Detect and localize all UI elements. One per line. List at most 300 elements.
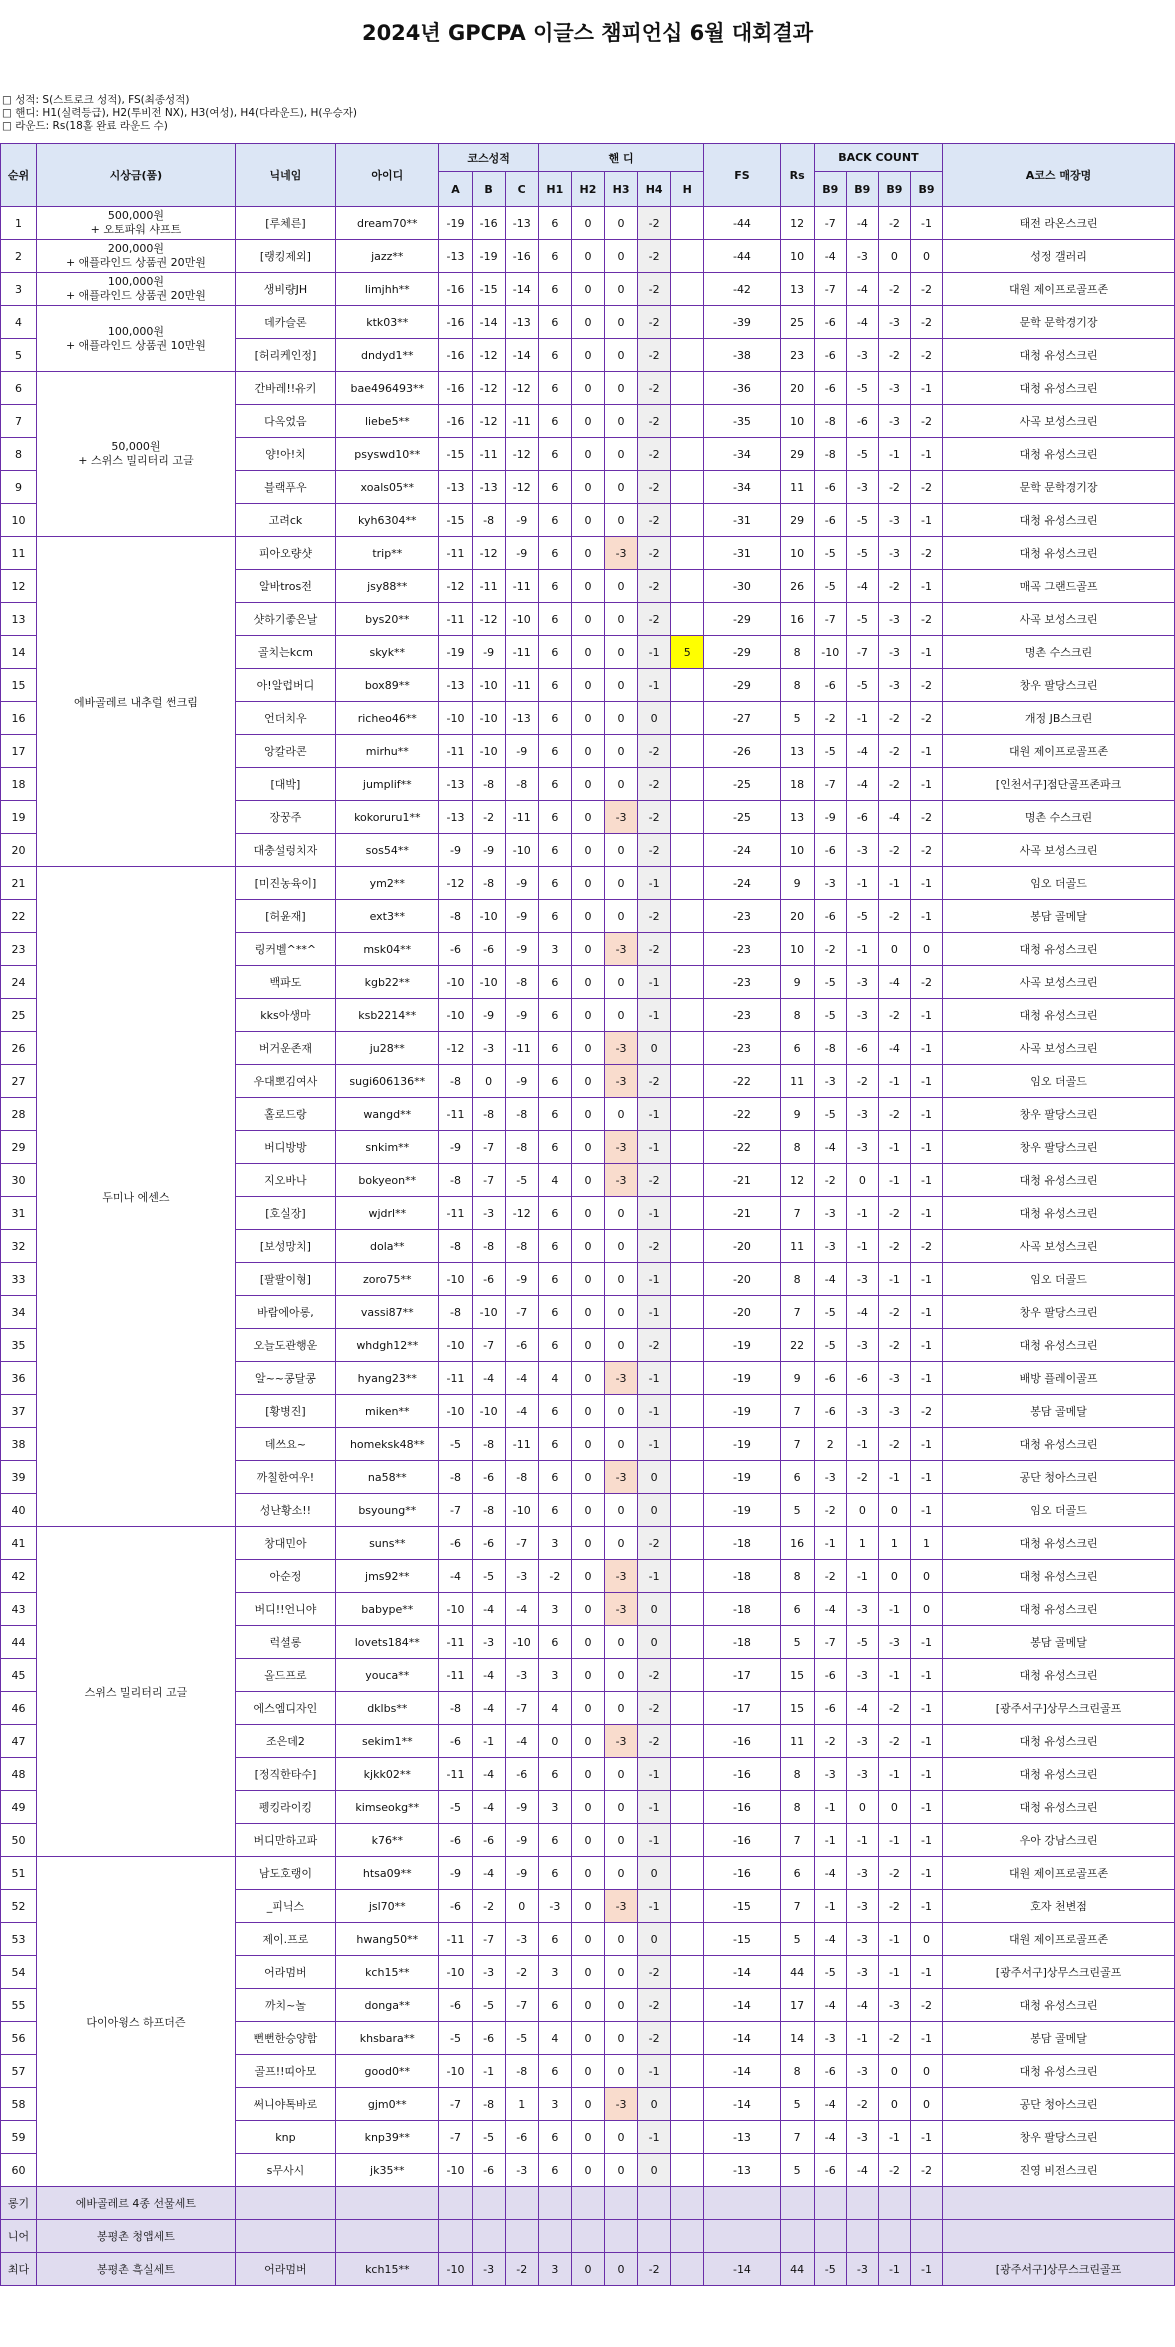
fs-cell (704, 2220, 780, 2253)
rs-cell: 9 (780, 966, 814, 999)
score-b-cell: -5 (472, 1560, 505, 1593)
h1-cell: 6 (538, 1098, 571, 1131)
b9-cell: -1 (846, 1428, 878, 1461)
id-cell: jumplif** (336, 768, 439, 801)
b9-cell: -4 (846, 735, 878, 768)
b9-cell: -6 (814, 1659, 846, 1692)
h2-cell: 0 (571, 1032, 604, 1065)
id-cell: wangd** (336, 1098, 439, 1131)
venue-cell: 창우 팔당스크린 (943, 1098, 1175, 1131)
rs-cell: 11 (780, 1065, 814, 1098)
rs-cell: 8 (780, 669, 814, 702)
b9-cell: 0 (878, 1791, 910, 1824)
b9-cell: -1 (846, 1230, 878, 1263)
id-cell: dola** (336, 1230, 439, 1263)
venue-cell: 대청 유성스크린 (943, 372, 1175, 405)
b9-cell: -6 (814, 306, 846, 339)
h2-cell: 0 (571, 867, 604, 900)
score-b-cell: -4 (472, 1758, 505, 1791)
b9-cell: -4 (846, 306, 878, 339)
score-b-cell: -10 (472, 966, 505, 999)
nickname-cell: 버디!!언니야 (235, 1593, 335, 1626)
score-a-cell: -13 (439, 768, 472, 801)
venue-cell: 대청 유성스크린 (943, 1791, 1175, 1824)
id-cell: msk04** (336, 933, 439, 966)
h2-cell: 0 (571, 1527, 604, 1560)
score-a-cell: -11 (439, 1923, 472, 1956)
score-c-cell: -12 (505, 1197, 538, 1230)
h4-cell: -2 (638, 1956, 671, 1989)
h-cell (671, 702, 704, 735)
score-b-cell: -10 (472, 1296, 505, 1329)
h2-cell: 0 (571, 933, 604, 966)
score-b-cell (472, 2187, 505, 2220)
h4-cell: -1 (638, 1791, 671, 1824)
score-c-cell: -14 (505, 339, 538, 372)
h-cell (671, 1890, 704, 1923)
h-cell (671, 801, 704, 834)
fs-cell: -21 (704, 1197, 780, 1230)
venue-cell: 대청 유성스크린 (943, 1197, 1175, 1230)
h1-cell: 6 (538, 1923, 571, 1956)
b9-cell: -6 (814, 669, 846, 702)
b9-cell: -1 (878, 1164, 910, 1197)
h1-cell: 6 (538, 1032, 571, 1065)
id-cell: whdgh12** (336, 1329, 439, 1362)
h-cell (671, 1956, 704, 1989)
b9-cell: -3 (878, 1989, 910, 2022)
h1-cell: 6 (538, 735, 571, 768)
rs-cell: 10 (780, 537, 814, 570)
h1-cell: 6 (538, 1824, 571, 1857)
h-cell (671, 2187, 704, 2220)
h1-cell: 6 (538, 240, 571, 273)
b9-cell: -1 (910, 1494, 942, 1527)
score-b-cell: -4 (472, 1659, 505, 1692)
nickname-cell: 오늘도관행운 (235, 1329, 335, 1362)
h1-cell: 6 (538, 801, 571, 834)
b9-cell: -2 (910, 603, 942, 636)
b9-cell: -4 (878, 801, 910, 834)
h4-cell: -2 (638, 1659, 671, 1692)
h2-cell: 0 (571, 768, 604, 801)
fs-cell: -14 (704, 2253, 780, 2286)
h1-cell: 6 (538, 405, 571, 438)
b9-cell: -4 (814, 1593, 846, 1626)
h1-cell: 6 (538, 1131, 571, 1164)
rs-cell: 17 (780, 1989, 814, 2022)
h2-cell: 0 (571, 405, 604, 438)
rank-cell: 14 (1, 636, 37, 669)
score-c-cell: -4 (505, 1593, 538, 1626)
h2-cell: 0 (571, 570, 604, 603)
fs-cell: -20 (704, 1263, 780, 1296)
h2-cell: 0 (571, 1065, 604, 1098)
b9-cell (910, 2187, 942, 2220)
b9-cell: -1 (910, 1098, 942, 1131)
h1-cell: 6 (538, 636, 571, 669)
h-cell (671, 669, 704, 702)
b9-cell: -3 (814, 867, 846, 900)
h4-cell: -2 (638, 900, 671, 933)
venue-cell: 우아 강남스크린 (943, 1824, 1175, 1857)
b9-cell: -1 (846, 1197, 878, 1230)
b9-cell: -1 (910, 372, 942, 405)
venue-cell: 문학 문학경기장 (943, 471, 1175, 504)
score-a-cell: -11 (439, 603, 472, 636)
score-c-cell: -16 (505, 240, 538, 273)
id-cell: zoro75** (336, 1263, 439, 1296)
h3-cell: -3 (605, 1131, 638, 1164)
h-cell (671, 1065, 704, 1098)
header-c: C (505, 172, 538, 207)
h-cell (671, 471, 704, 504)
b9-cell: 0 (910, 2055, 942, 2088)
rs-cell: 8 (780, 999, 814, 1032)
rs-cell: 8 (780, 1791, 814, 1824)
rank-cell: 10 (1, 504, 37, 537)
score-c-cell: -11 (505, 636, 538, 669)
b9-cell: -1 (846, 702, 878, 735)
table-row (1, 1857, 1175, 1890)
b9-cell: -5 (814, 966, 846, 999)
venue-cell: 창우 팔당스크린 (943, 2121, 1175, 2154)
score-b-cell: -10 (472, 702, 505, 735)
h2-cell: 0 (571, 1593, 604, 1626)
id-cell: bsyoung** (336, 1494, 439, 1527)
award-label-cell: 최다 (1, 2253, 37, 2286)
header-b9: B9 (846, 172, 878, 207)
score-c-cell: -8 (505, 1461, 538, 1494)
b9-cell: -6 (814, 471, 846, 504)
h1-cell: 6 (538, 471, 571, 504)
h1-cell: -2 (538, 1560, 571, 1593)
nickname-cell: 간바레!!유키 (235, 372, 335, 405)
header-nickname: 닉네임 (235, 144, 335, 207)
b9-cell: -7 (814, 768, 846, 801)
b9-cell: -3 (814, 1065, 846, 1098)
b9-cell: -5 (814, 1098, 846, 1131)
b9-cell: -6 (814, 372, 846, 405)
score-b-cell: -9 (472, 834, 505, 867)
h1-cell (538, 2187, 571, 2220)
h3-cell: -3 (605, 1362, 638, 1395)
b9-cell: -6 (846, 801, 878, 834)
h2-cell: 0 (571, 1461, 604, 1494)
h-cell (671, 1164, 704, 1197)
rank-cell: 58 (1, 2088, 37, 2121)
h-cell (671, 306, 704, 339)
venue-cell: 창우 팔당스크린 (943, 669, 1175, 702)
score-b-cell: -8 (472, 768, 505, 801)
h1-cell: 6 (538, 2055, 571, 2088)
rs-cell: 13 (780, 801, 814, 834)
nickname-cell: 골치는kcm (235, 636, 335, 669)
rs-cell: 10 (780, 834, 814, 867)
b9-cell (910, 2220, 942, 2253)
score-b-cell: -14 (472, 306, 505, 339)
page-title: 2024년 GPCPA 이글스 챔피언십 6월 대회결과 (361, 21, 814, 45)
b9-cell: -1 (814, 1824, 846, 1857)
b9-cell: -7 (846, 636, 878, 669)
prize-line: 다이아윙스 하프더즌 (86, 2015, 186, 2029)
id-cell: kjkk02** (336, 1758, 439, 1791)
score-c-cell: -4 (505, 1362, 538, 1395)
h2-cell: 0 (571, 1758, 604, 1791)
h-cell (671, 2220, 704, 2253)
h2-cell: 0 (571, 2253, 604, 2286)
h2-cell: 0 (571, 1791, 604, 1824)
rs-cell: 8 (780, 1560, 814, 1593)
score-a-cell: -10 (439, 1956, 472, 1989)
h3-cell: 0 (605, 1626, 638, 1659)
header-fs: FS (704, 144, 780, 207)
b9-cell: -3 (846, 1857, 878, 1890)
nickname-cell: 데카슬론 (235, 306, 335, 339)
id-cell: knp39** (336, 2121, 439, 2154)
nickname-cell: [호실장] (235, 1197, 335, 1230)
b9-cell: -5 (846, 603, 878, 636)
h2-cell: 0 (571, 537, 604, 570)
venue-cell: 사곡 보성스크린 (943, 966, 1175, 999)
b9-cell: -2 (814, 702, 846, 735)
rank-cell: 13 (1, 603, 37, 636)
rs-cell: 16 (780, 603, 814, 636)
venue-cell: 대청 유성스크린 (943, 1758, 1175, 1791)
rank-cell: 56 (1, 2022, 37, 2055)
h3-cell: 0 (605, 504, 638, 537)
fs-cell: -22 (704, 1131, 780, 1164)
fs-cell: -44 (704, 207, 780, 240)
h1-cell: 6 (538, 1329, 571, 1362)
score-a-cell: -9 (439, 1857, 472, 1890)
b9-cell: -2 (910, 273, 942, 306)
score-b-cell: -7 (472, 1923, 505, 1956)
h2-cell: 0 (571, 1263, 604, 1296)
h1-cell: 6 (538, 1428, 571, 1461)
id-cell: ksb2214** (336, 999, 439, 1032)
b9-cell: -2 (878, 207, 910, 240)
b9-cell: -2 (878, 273, 910, 306)
b9-cell: -1 (910, 1626, 942, 1659)
b9-cell: -4 (814, 1263, 846, 1296)
h3-cell: 0 (605, 1395, 638, 1428)
h1-cell: 3 (538, 1659, 571, 1692)
score-b-cell: -3 (472, 2253, 505, 2286)
b9-cell: 0 (878, 933, 910, 966)
score-a-cell: -11 (439, 1098, 472, 1131)
rank-cell: 41 (1, 1527, 37, 1560)
score-c-cell: -12 (505, 471, 538, 504)
h2-cell: 0 (571, 1725, 604, 1758)
nickname-cell: knp (235, 2121, 335, 2154)
rank-cell: 7 (1, 405, 37, 438)
rs-cell: 11 (780, 471, 814, 504)
note-handicap: □ 핸디: H1(실력등급), H2(투비전 NX), H3(여성), H4(다라운드), H(우승자) (2, 107, 357, 119)
rs-cell: 6 (780, 1593, 814, 1626)
h2-cell: 0 (571, 306, 604, 339)
venue-cell: 봉담 골메달 (943, 900, 1175, 933)
b9-cell: -1 (910, 1164, 942, 1197)
h-cell (671, 1098, 704, 1131)
nickname-cell: [루체른] (235, 207, 335, 240)
h3-cell: 0 (605, 339, 638, 372)
b9-cell: -3 (878, 669, 910, 702)
prize-line: 200,000원 (107, 242, 164, 255)
h1-cell: 6 (538, 834, 571, 867)
score-b-cell: -19 (472, 240, 505, 273)
rs-cell: 44 (780, 2253, 814, 2286)
venue-cell: 대청 유성스크린 (943, 1164, 1175, 1197)
rs-cell: 44 (780, 1956, 814, 1989)
fs-cell: -22 (704, 1098, 780, 1131)
h-cell (671, 372, 704, 405)
h3-cell: 0 (605, 207, 638, 240)
b9-cell: -2 (878, 2154, 910, 2187)
rank-cell: 3 (1, 273, 37, 306)
b9-cell (878, 2220, 910, 2253)
score-c-cell: -9 (505, 504, 538, 537)
b9-cell: -3 (846, 1890, 878, 1923)
venue-cell: 공단 청아스크린 (943, 2088, 1175, 2121)
results-table (0, 143, 1175, 2286)
b9-cell: -1 (814, 1890, 846, 1923)
score-c-cell: -9 (505, 537, 538, 570)
score-a-cell: -10 (439, 2055, 472, 2088)
b9-cell: -3 (846, 471, 878, 504)
id-cell: dream70** (336, 207, 439, 240)
h4-cell: -1 (638, 636, 671, 669)
h4-cell (638, 2187, 671, 2220)
fs-cell: -13 (704, 2154, 780, 2187)
h4-cell: -1 (638, 2055, 671, 2088)
h2-cell: 0 (571, 1395, 604, 1428)
b9-cell: -1 (878, 1956, 910, 1989)
prize-line: 두미나 에센스 (102, 1190, 170, 1204)
h-cell (671, 1230, 704, 1263)
b9-cell: -1 (910, 1065, 942, 1098)
b9-cell: -3 (814, 2022, 846, 2055)
prize-line: 50,000원 (111, 440, 161, 453)
b9-cell: -2 (814, 933, 846, 966)
b9-cell: -2 (878, 339, 910, 372)
h-cell (671, 2154, 704, 2187)
b9-cell: -1 (910, 1329, 942, 1362)
h4-cell: -2 (638, 339, 671, 372)
score-a-cell: -11 (439, 735, 472, 768)
h1-cell: 3 (538, 2253, 571, 2286)
b9-cell: -7 (814, 273, 846, 306)
h1-cell: 6 (538, 669, 571, 702)
id-cell: psyswd10** (336, 438, 439, 471)
rs-cell: 9 (780, 867, 814, 900)
b9-cell: -1 (910, 1659, 942, 1692)
nickname-cell: 럭셜롱 (235, 1626, 335, 1659)
h4-cell: -2 (638, 834, 671, 867)
b9-cell: -1 (878, 1593, 910, 1626)
venue-cell: 사곡 보성스크린 (943, 405, 1175, 438)
score-c-cell (505, 2220, 538, 2253)
h2-cell: 0 (571, 2121, 604, 2154)
h2-cell: 0 (571, 900, 604, 933)
score-a-cell: -7 (439, 1494, 472, 1527)
score-b-cell: -6 (472, 2154, 505, 2187)
score-b-cell: -11 (472, 438, 505, 471)
score-a-cell: -10 (439, 1593, 472, 1626)
b9-cell: -4 (878, 966, 910, 999)
score-c-cell: -8 (505, 1230, 538, 1263)
b9-cell: -2 (878, 471, 910, 504)
h-cell (671, 834, 704, 867)
score-c-cell: -9 (505, 1824, 538, 1857)
nickname-cell: 생비량JH (235, 273, 335, 306)
fs-cell: -16 (704, 1725, 780, 1758)
h3-cell: -3 (605, 1890, 638, 1923)
h4-cell: -2 (638, 273, 671, 306)
fs-cell: -14 (704, 1989, 780, 2022)
b9-cell: -1 (910, 1857, 942, 1890)
score-c-cell: -7 (505, 1692, 538, 1725)
h-cell (671, 207, 704, 240)
rank-cell: 57 (1, 2055, 37, 2088)
b9-cell: -2 (814, 1560, 846, 1593)
h4-cell: -2 (638, 207, 671, 240)
b9-cell: -1 (910, 636, 942, 669)
b9-cell: -3 (878, 537, 910, 570)
b9-cell: -3 (878, 1362, 910, 1395)
fs-cell: -34 (704, 438, 780, 471)
b9-cell: -3 (846, 339, 878, 372)
b9-cell: -1 (878, 438, 910, 471)
h3-cell: 0 (605, 2121, 638, 2154)
nickname-cell: [미진농육이] (235, 867, 335, 900)
rank-cell: 8 (1, 438, 37, 471)
id-cell: skyk** (336, 636, 439, 669)
h3-cell: 0 (605, 999, 638, 1032)
score-a-cell: -8 (439, 1164, 472, 1197)
score-c-cell: 0 (505, 1890, 538, 1923)
score-c-cell: -9 (505, 867, 538, 900)
score-b-cell: -10 (472, 900, 505, 933)
id-cell: trip** (336, 537, 439, 570)
b9-cell: 0 (878, 1494, 910, 1527)
h1-cell: 6 (538, 1461, 571, 1494)
h1-cell: 6 (538, 900, 571, 933)
prize-line: + 애플라인드 상품권 20만원 (65, 289, 206, 302)
h3-cell: 0 (605, 306, 638, 339)
h-cell (671, 1527, 704, 1560)
b9-cell: -2 (878, 1692, 910, 1725)
venue-cell: 대청 유성스크린 (943, 1527, 1175, 1560)
h3-cell: 0 (605, 2022, 638, 2055)
b9-cell: -10 (814, 636, 846, 669)
venue-cell: 대청 유성스크린 (943, 537, 1175, 570)
score-a-cell: -15 (439, 504, 472, 537)
h3-cell: 0 (605, 603, 638, 636)
header-a: A (439, 172, 472, 207)
b9-cell: -2 (878, 1197, 910, 1230)
h1-cell: 6 (538, 603, 571, 636)
rs-cell: 20 (780, 372, 814, 405)
rank-cell: 33 (1, 1263, 37, 1296)
h3-cell: -3 (605, 801, 638, 834)
score-b-cell: -7 (472, 1131, 505, 1164)
score-b-cell: -6 (472, 2022, 505, 2055)
venue-cell: 진영 비전스크린 (943, 2154, 1175, 2187)
b9-cell: -3 (846, 1395, 878, 1428)
score-c-cell: -9 (505, 1857, 538, 1890)
h2-cell: 0 (571, 1197, 604, 1230)
